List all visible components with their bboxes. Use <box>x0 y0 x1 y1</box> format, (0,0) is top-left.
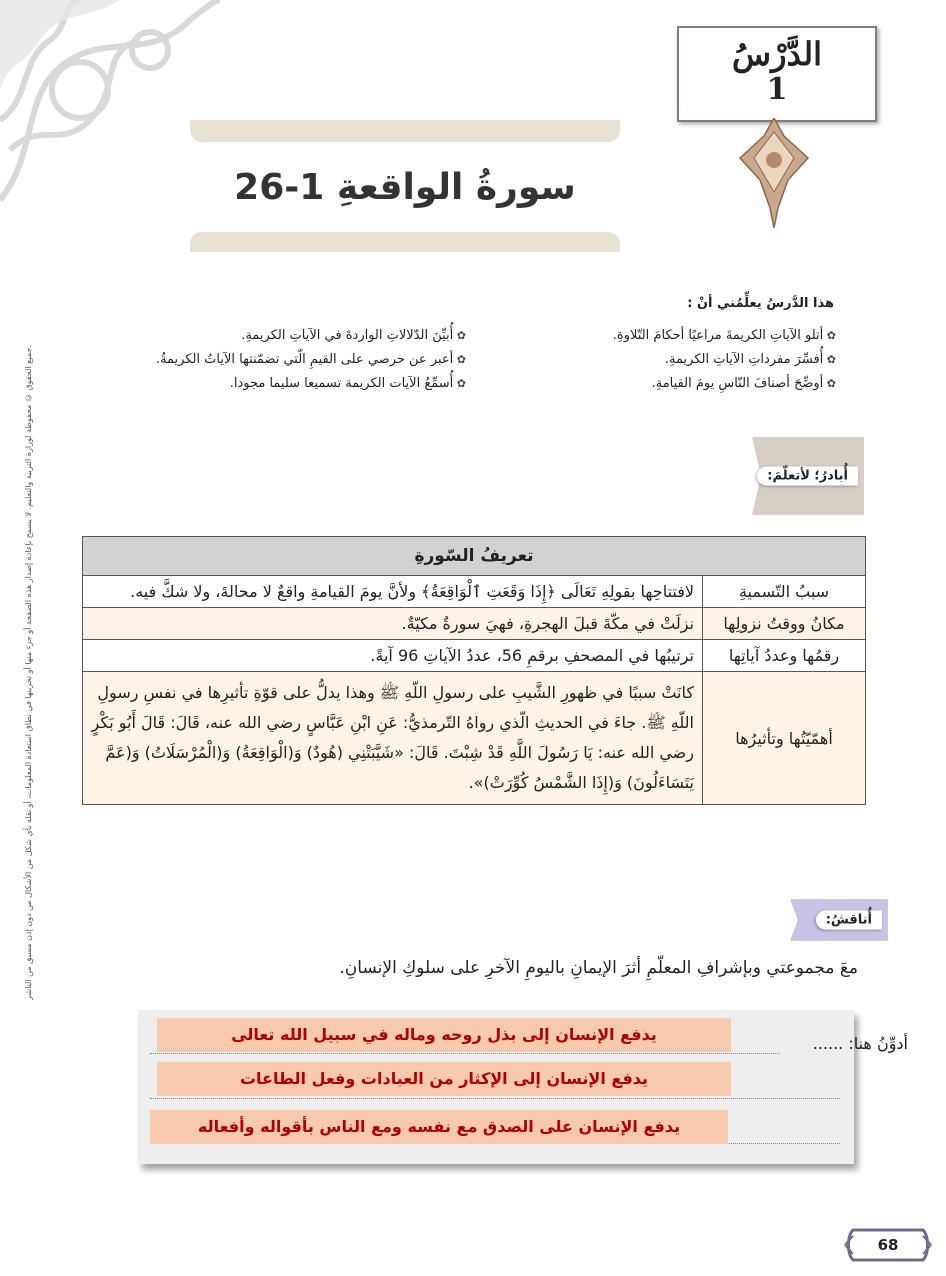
table-row <box>83 608 866 640</box>
objectives-heading: هذا الدَّرسُ يعلِّمُني أنْ : <box>687 296 834 311</box>
learn-tag-label: أُبادرُ؛ لأتعلّمَ: <box>757 467 858 486</box>
objectives-left <box>86 324 466 396</box>
discuss-prompt: معَ مجموعتي وبإشرافِ المعلّمِ أثرَ الإيمانِ باليومِ الآخرِ على سلوكِ الإنسانِ. <box>339 958 858 978</box>
objective-item: ✿ أعبر عن حرصي على القيمِ الّتي تضمّنتها الآياتُ الكريمةُ. <box>86 348 466 372</box>
title-banner-bottom <box>190 232 620 252</box>
row-label: سببُ التّسميةِ <box>703 576 866 608</box>
table-row <box>83 576 866 608</box>
row-text: ترتيبُها في المصحفِ برقمِ 56، عددُ الآياتِ 96 آيةً. <box>83 640 703 672</box>
surah-info-table <box>82 536 866 805</box>
lesson-number: 1 <box>766 72 788 107</box>
dotted-line <box>150 1097 840 1099</box>
objective-item: ✿ أُفسِّرَ مفرداتِ الآياتِ الكريمةِ. <box>506 348 836 372</box>
page-number: 68 <box>877 1236 899 1254</box>
objective-item: ✿ أُبيِّنَ الدّلالاتِ الواردةَ في الآياتِ الكريمةِ. <box>86 324 466 348</box>
table-header-row <box>83 537 866 576</box>
objectives-right <box>506 324 836 396</box>
row-label: أهمّيّتُها وتأثيرُها <box>703 672 866 805</box>
table-header: تعريفُ السّورةِ <box>83 537 866 576</box>
row-text: نزلَتْ في مكّةَ قبلَ الهجرةِ، فهيَ سورةٌ مكيّةٌ. <box>83 608 703 640</box>
lesson-word: الدَّرْسُ <box>732 35 822 73</box>
ornament-pendant <box>728 118 820 228</box>
table-row <box>83 640 866 672</box>
row-text: لافتتاحِها بقولِهِ تَعَالَى ﴿إِذَا وَقَعَتِ ٱلْوَاقِعَةُ﴾ ولأنَّ يومَ القيامةِ واقعٌ لا محالةَ، ولا شكَّ فيه. <box>83 576 703 608</box>
discuss-tag-label: أُناقشُ: <box>816 911 882 930</box>
answer-line[interactable]: يدفع الإنسان إلى الإكثار من العبادات وفعل الطاعات <box>157 1062 731 1096</box>
table-row <box>83 672 866 805</box>
note-label: أدوِّنُ هنا: ...... <box>812 1034 908 1053</box>
page-title: سورةُ الواقعةِ 1-26 <box>234 167 576 208</box>
row-text: كانَتْ سببًا في ظهورِ الشَّيبِ على رسولِ اللّهِ ﷺ وهذا يدلُّ على قوّةِ تأثيرِها في نفسِ رسولِ اللّهِ ﷺ. جاءَ في الحديثِ الّذي رواهُ التّرمذيُّ: عَنِ ابْنِ عَبَّاسٍ رضي الله عنه، قَالَ: قَالَ أَبُو بَكْرٍ رضي الله عنه: يَا رَسُولَ اللَّهِ قَدْ شِبْتَ. قَالَ: «شَيَّبَتْنِي (هُودٌ) وَ(الْوَاقِعَةُ) وَ(الْمُرْسَلَاتُ) وَ(عَمَّ يَتَسَاءَلُونَ) وَ(إِذَا الشَّمْسُ كُوِّرَتْ)». <box>83 672 703 805</box>
copyright-notice: جميع الحقوق © محفوظة لوزارة التربية والتعليم. لا يسمح بإعادة إصدار هذه الصفحة أو جزء منها أو تخزينها في نطاق استعادة المعلومات، أو نقله بأي شكل من الأشكال من دون إذن مسبق من الناشر. <box>24 345 33 1000</box>
lesson-box <box>677 26 877 122</box>
title-banner-top <box>190 120 620 142</box>
objective-item: ✿ أوضِّحَ أصنافَ النّاسِ يومَ القيامةِ. <box>506 372 836 396</box>
answer-line[interactable]: يدفع الإنسان على الصدق مع نفسه ومع الناس بأقواله وأفعاله <box>150 1110 728 1144</box>
objective-item: ✿ أتلو الآياتِ الكريمةَ مراعيًا أحكامَ التّلاوةِ. <box>506 324 836 348</box>
learn-tag <box>752 437 864 515</box>
answer-line[interactable]: يدفع الإنسان إلى بذل روحه وماله في سبيل الله تعالى <box>157 1018 731 1052</box>
objective-item: ✿ أُسمِّعُ الآيات الكريمة تسميعا سليما مجودا. <box>86 372 466 396</box>
row-label: رقمُها وعددُ آياتِها <box>703 640 866 672</box>
row-label: مكانُ ووقتُ نزولِها <box>703 608 866 640</box>
dotted-line <box>150 1052 780 1054</box>
discuss-tag <box>790 899 888 941</box>
